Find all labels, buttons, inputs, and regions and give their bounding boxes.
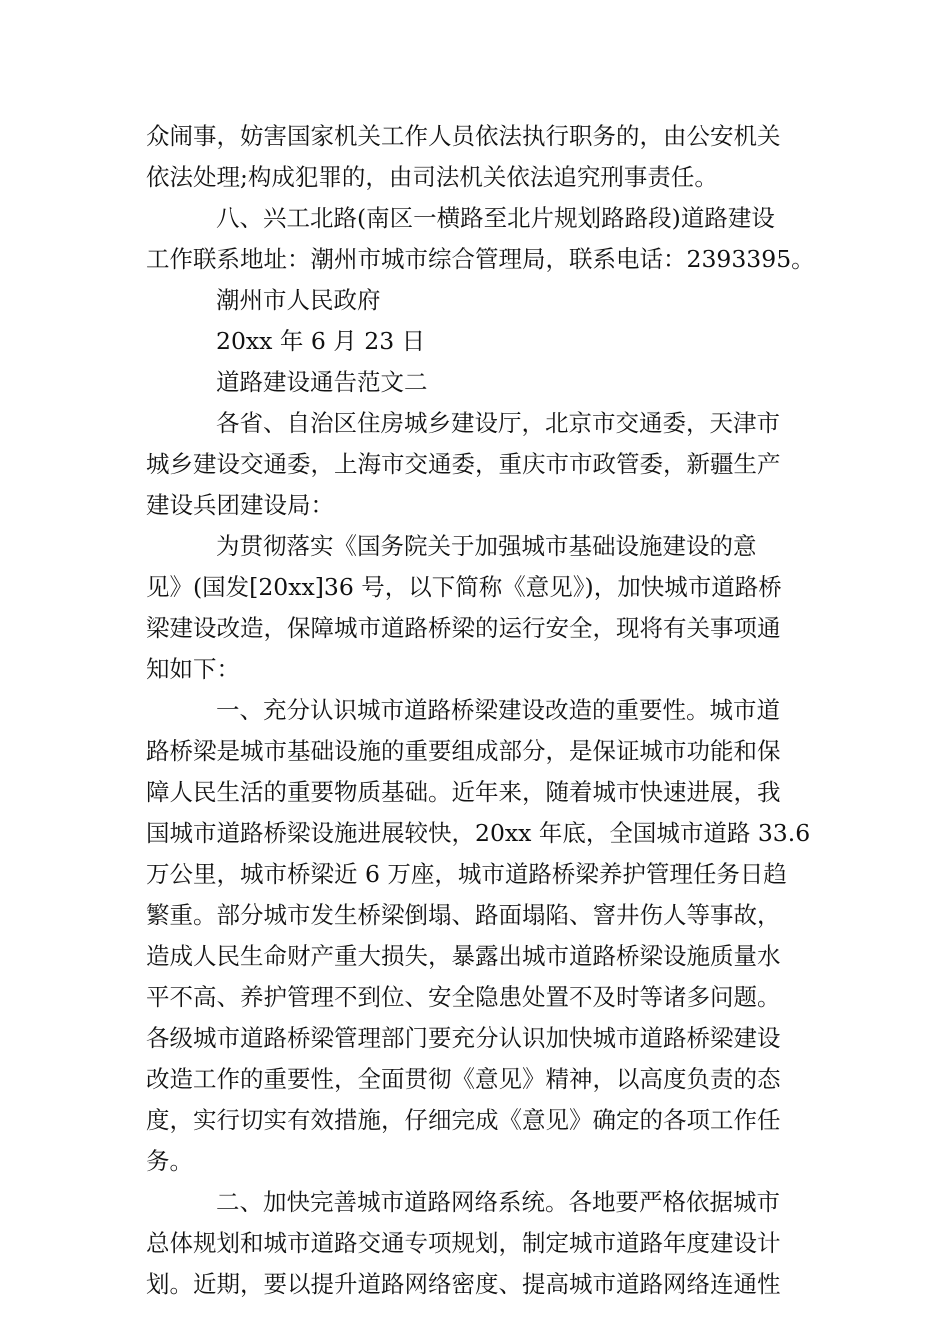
paragraph-item-one (146, 690, 811, 1182)
text-line: 万公里，城市桥梁近 6 万座，城市道路桥梁养护管理任务日趋 (146, 860, 787, 888)
text-line: 二、加快完善城市道路网络系统。各地要严格依据城市 (216, 1188, 780, 1216)
text-line: 度，实行切实有效措施，仔细完成《意见》确定的各项工作任 (146, 1106, 781, 1134)
text-line: 城乡建设交通委，上海市交通委，重庆市市政管委，新疆生产 (146, 450, 781, 478)
text-line: 建设兵团建设局： (146, 491, 334, 519)
text-line: 改造工作的重要性，全面贯彻《意见》精神，以高度负责的态 (146, 1065, 781, 1093)
section-heading (146, 362, 806, 403)
paragraph-item-two (146, 1182, 806, 1305)
paragraph-contact-info (146, 198, 815, 280)
paragraph-continuation (146, 116, 806, 198)
text-line: 20xx 年 6 月 23 日 (216, 327, 426, 355)
text-line: 各级城市道路桥梁管理部门要充分认识加快城市道路桥梁建设 (146, 1024, 781, 1052)
text-line: 道路建设通告范文二 (216, 368, 428, 396)
text-line: 平不高、养护管理不到位、安全隐患处置不及时等诸多问题。 (146, 983, 781, 1011)
text-line: 工作联系地址：潮州市城市综合管理局，联系电话：2393395。 (146, 245, 815, 273)
text-line: 划。近期，要以提升道路网络密度、提高城市道路网络连通性 (146, 1270, 781, 1298)
text-line: 为贯彻落实《国务院关于加强城市基础设施建设的意 (216, 532, 757, 560)
text-line: 依法处理;构成犯罪的，由司法机关依法追究刑事责任。 (146, 163, 718, 191)
text-line: 路桥梁是城市基础设施的重要组成部分，是保证城市功能和保 (146, 737, 781, 765)
text-line: 障人民生活的重要物质基础。近年来，随着城市快速进展，我 (146, 778, 781, 806)
paragraph-addressees (146, 403, 806, 526)
text-line: 梁建设改造，保障城市道路桥梁的运行安全，现将有关事项通 (146, 614, 781, 642)
text-line: 知如下： (146, 655, 240, 683)
text-line: 造成人民生命财产重大损失，暴露出城市道路桥梁设施质量水 (146, 942, 781, 970)
issue-date (146, 321, 806, 362)
issuer-name (146, 280, 806, 321)
text-line: 务。 (146, 1147, 193, 1175)
text-line: 国城市道路桥梁设施进展较快，20xx 年底，全国城市道路 33.6 (146, 819, 811, 847)
paragraph-intro (146, 526, 806, 690)
document-body (146, 116, 815, 1305)
text-line: 各省、自治区住房城乡建设厅，北京市交通委，天津市 (216, 409, 780, 437)
text-line: 潮州市人民政府 (216, 286, 381, 314)
text-line: 一、充分认识城市道路桥梁建设改造的重要性。城市道 (216, 696, 780, 724)
text-line: 繁重。部分城市发生桥梁倒塌、路面塌陷、窨井伤人等事故， (146, 901, 781, 929)
text-line: 众闹事，妨害国家机关工作人员依法执行职务的，由公安机关 (146, 122, 781, 150)
text-line: 见》(国发[20xx]36 号，以下简称《意见》)，加快城市道路桥 (146, 573, 782, 601)
text-line: 八、兴工北路(南区一横路至北片规划路路段)道路建设 (216, 204, 775, 232)
text-line: 总体规划和城市道路交通专项规划，制定城市道路年度建设计 (146, 1229, 781, 1257)
